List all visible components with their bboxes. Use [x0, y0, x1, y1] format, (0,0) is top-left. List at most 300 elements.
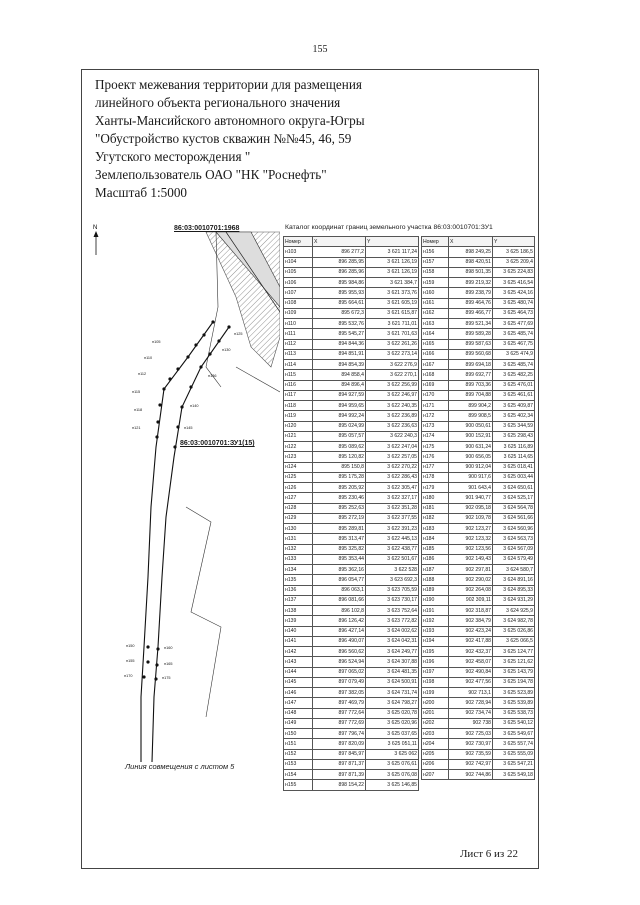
x-coordinate-cell: 897 772,69 [313, 718, 366, 728]
x-coordinate-cell: 896 524,94 [313, 657, 366, 667]
table-row [284, 431, 419, 441]
x-coordinate-cell: 896 285,96 [313, 267, 366, 277]
point-number-cell: н140 [284, 626, 313, 636]
point-number-cell: н157 [422, 257, 449, 267]
x-coordinate-cell: 902 123,32 [449, 534, 493, 544]
x-coordinate-cell: 898 501,35 [449, 267, 493, 277]
table-row [422, 298, 535, 308]
y-coordinate-cell: 3 624 564,78 [493, 503, 535, 513]
point-number-cell: н171 [422, 401, 449, 411]
y-coordinate-cell: 3 625 003,44 [493, 472, 535, 482]
y-coordinate-cell: 3 625 467,75 [493, 339, 535, 349]
x-coordinate-cell: 895 175,28 [313, 472, 366, 482]
title-line: линейного объекта регионального значения [95, 95, 341, 110]
table-row [284, 319, 419, 329]
point-number-cell: н116 [284, 380, 313, 390]
x-coordinate-cell: 895 362,16 [313, 565, 366, 575]
y-coordinate-cell: 3 625 344,59 [493, 421, 535, 431]
table-row [422, 442, 535, 452]
point-number-cell: н132 [284, 544, 313, 554]
y-coordinate-cell: 3 622 305,47 [366, 483, 419, 493]
coordinates-table-right [421, 236, 535, 780]
table-row [284, 339, 419, 349]
x-coordinate-cell: 897 079,49 [313, 677, 366, 687]
table-row [422, 431, 535, 441]
table-row [422, 770, 535, 780]
point-number-cell: н207 [422, 770, 449, 780]
x-coordinate-cell: 895 150,8 [313, 462, 366, 472]
point-number-cell: н119 [284, 411, 313, 421]
point-number-cell: н153 [284, 759, 313, 769]
y-coordinate-cell: 3 624 579,49 [493, 554, 535, 564]
x-coordinate-cell: 894 896,4 [313, 380, 366, 390]
y-coordinate-cell: 3 622 270,22 [366, 462, 419, 472]
x-coordinate-cell: 896 277,2 [313, 247, 366, 257]
table-row [284, 667, 419, 677]
x-coordinate-cell: 895 313,47 [313, 534, 366, 544]
table-row [284, 308, 419, 318]
y-coordinate-cell: 3 624 249,77 [366, 647, 419, 657]
column-header-x: X [449, 237, 493, 247]
point-number-cell: н109 [284, 308, 313, 318]
y-coordinate-cell: 3 625 402,34 [493, 411, 535, 421]
x-coordinate-cell: 902 149,43 [449, 554, 493, 564]
y-coordinate-cell: 3 623 730,17 [366, 595, 419, 605]
x-coordinate-cell: 896 126,42 [313, 616, 366, 626]
point-number-cell: н168 [422, 370, 449, 380]
table-row [422, 401, 535, 411]
table-row [284, 585, 419, 595]
title-line: Ханты-Мансийского автономного округа-Югры [95, 113, 365, 128]
point-number-cell: н147 [284, 698, 313, 708]
y-coordinate-cell: 3 625 474,9 [493, 349, 535, 359]
point-number-cell: н206 [422, 759, 449, 769]
x-coordinate-cell: 897 469,79 [313, 698, 366, 708]
x-coordinate-cell: 894 851,91 [313, 349, 366, 359]
point-number-cell: н164 [422, 329, 449, 339]
y-coordinate-cell: 3 622 391,23 [366, 524, 419, 534]
x-coordinate-cell: 902 742,97 [449, 759, 493, 769]
y-coordinate-cell: 3 622 501,67 [366, 554, 419, 564]
x-coordinate-cell: 896 490,07 [313, 636, 366, 646]
point-number-cell: н175 [422, 442, 449, 452]
y-coordinate-cell: 3 621 373,76 [366, 288, 419, 298]
x-coordinate-cell: 902 309,11 [449, 595, 493, 605]
catalog-title: Каталог координат границ земельного участка 86:03:0010701:ЗУ1 [285, 224, 493, 231]
table-row [422, 308, 535, 318]
point-number-cell: н190 [422, 595, 449, 605]
point-number-cell: н126 [284, 483, 313, 493]
table-row [422, 626, 535, 636]
y-coordinate-cell: 3 621 384,7 [366, 278, 419, 288]
y-coordinate-cell: 3 625 485,74 [493, 329, 535, 339]
y-coordinate-cell: 3 621 701,63 [366, 329, 419, 339]
y-coordinate-cell: 3 624 002,62 [366, 626, 419, 636]
point-label: н105 [152, 340, 161, 344]
x-coordinate-cell: 902 458,07 [449, 657, 493, 667]
y-coordinate-cell: 3 622 236,89 [366, 411, 419, 421]
x-coordinate-cell: 896 285,95 [313, 257, 366, 267]
point-number-cell: н136 [284, 585, 313, 595]
table-row [284, 544, 419, 554]
table-row [422, 595, 535, 605]
table-row [284, 329, 419, 339]
point-number-cell: н184 [422, 534, 449, 544]
y-coordinate-cell: 3 624 891,16 [493, 575, 535, 585]
point-number-cell: н124 [284, 462, 313, 472]
x-coordinate-cell: 899 704,88 [449, 390, 493, 400]
point-number-cell: н195 [422, 647, 449, 657]
column-header-y: Y [493, 237, 535, 247]
point-number-cell: н113 [284, 349, 313, 359]
y-coordinate-cell: 3 625 076,61 [366, 759, 419, 769]
point-number-cell: н106 [284, 278, 313, 288]
table-row [284, 626, 419, 636]
y-coordinate-cell: 3 624 525,17 [493, 493, 535, 503]
y-coordinate-cell: 3 625 018,41 [493, 462, 535, 472]
table-row [284, 575, 419, 585]
y-coordinate-cell: 3 622 276,9 [366, 360, 419, 370]
x-coordinate-cell: 899 560,68 [449, 349, 493, 359]
x-coordinate-cell: 901 940,77 [449, 493, 493, 503]
x-coordinate-cell: 902 417,88 [449, 636, 493, 646]
table-row [284, 411, 419, 421]
table-row [284, 483, 419, 493]
x-coordinate-cell: 896 560,62 [313, 647, 366, 657]
x-coordinate-cell: 895 672,3 [313, 308, 366, 318]
y-coordinate-cell: 3 625 461,61 [493, 390, 535, 400]
page-number: 155 [312, 44, 328, 55]
y-coordinate-cell: 3 624 561,66 [493, 513, 535, 523]
point-number-cell: н105 [284, 267, 313, 277]
y-coordinate-cell: 3 622 273,14 [366, 349, 419, 359]
table-row [422, 493, 535, 503]
point-number-cell: н196 [422, 657, 449, 667]
point-number-cell: н200 [422, 698, 449, 708]
y-coordinate-cell: 3 625 020,78 [366, 708, 419, 718]
point-number-cell: н131 [284, 534, 313, 544]
x-coordinate-cell: 899 703,36 [449, 380, 493, 390]
table-row [422, 708, 535, 718]
table-row [422, 606, 535, 616]
point-number-cell: н152 [284, 749, 313, 759]
x-coordinate-cell: 894 992,24 [313, 411, 366, 421]
point-number-cell: н173 [422, 421, 449, 431]
y-coordinate-cell: 3 625 121,62 [493, 657, 535, 667]
north-label: N [93, 225, 98, 231]
point-number-cell: н182 [422, 513, 449, 523]
point-number-cell: н110 [284, 319, 313, 329]
point-number-cell: н139 [284, 616, 313, 626]
table-row [284, 493, 419, 503]
point-label: н170 [124, 674, 133, 678]
table-row [284, 688, 419, 698]
table-row [422, 421, 535, 431]
y-coordinate-cell: 3 625 538,73 [493, 708, 535, 718]
y-coordinate-cell: 3 625 224,83 [493, 267, 535, 277]
table-row [284, 390, 419, 400]
y-coordinate-cell: 3 622 327,17 [366, 493, 419, 503]
point-number-cell: н151 [284, 739, 313, 749]
y-coordinate-cell: 3 625 076,08 [366, 770, 419, 780]
x-coordinate-cell: 897 871,39 [313, 770, 366, 780]
map-caption: Линия совмещения с листом 5 [125, 762, 235, 771]
y-coordinate-cell: 3 624 560,96 [493, 524, 535, 534]
title-line: "Обустройство кустов скважин №№45, 46, 59 [95, 131, 352, 146]
point-number-cell: н194 [422, 636, 449, 646]
point-number-cell: н104 [284, 257, 313, 267]
y-coordinate-cell: 3 625 485,74 [493, 360, 535, 370]
x-coordinate-cell: 902 713,1 [449, 688, 493, 698]
x-coordinate-cell: 902 318,87 [449, 606, 493, 616]
y-coordinate-cell: 3 625 037,65 [366, 729, 419, 739]
table-row [422, 349, 535, 359]
table-row [422, 503, 535, 513]
table-row [284, 770, 419, 780]
table-row [422, 411, 535, 421]
table-row [422, 524, 535, 534]
point-number-cell: н158 [422, 267, 449, 277]
point-number-cell: н156 [422, 247, 449, 257]
x-coordinate-cell: 899 904,2 [449, 401, 493, 411]
y-coordinate-cell: 3 622 240,3 [366, 431, 419, 441]
point-number-cell: н115 [284, 370, 313, 380]
y-coordinate-cell: 3 621 126,19 [366, 267, 419, 277]
point-number-cell: н166 [422, 349, 449, 359]
point-number-cell: н154 [284, 770, 313, 780]
table-row [422, 257, 535, 267]
y-coordinate-cell: 3 625 186,5 [493, 247, 535, 257]
y-coordinate-cell: 3 625 416,54 [493, 278, 535, 288]
x-coordinate-cell: 902 264,08 [449, 585, 493, 595]
x-coordinate-cell: 895 325,82 [313, 544, 366, 554]
y-coordinate-cell: 3 625 549,67 [493, 729, 535, 739]
point-label: н145 [184, 426, 193, 430]
table-row [284, 349, 419, 359]
point-number-cell: н125 [284, 472, 313, 482]
point-number-cell: н111 [284, 329, 313, 339]
table-row [284, 524, 419, 534]
y-coordinate-cell: 3 624 650,61 [493, 483, 535, 493]
point-number-cell: н185 [422, 544, 449, 554]
y-coordinate-cell: 3 624 982,78 [493, 616, 535, 626]
point-number-cell: н163 [422, 319, 449, 329]
x-coordinate-cell: 899 219,32 [449, 278, 493, 288]
point-number-cell: н133 [284, 554, 313, 564]
table-row [284, 708, 419, 718]
x-coordinate-cell: 895 120,82 [313, 452, 366, 462]
table-row [284, 718, 419, 728]
point-label: н121 [132, 426, 141, 430]
point-number-cell: н202 [422, 718, 449, 728]
table-row [422, 267, 535, 277]
point-number-cell: н112 [284, 339, 313, 349]
y-coordinate-cell: 3 622 247,04 [366, 442, 419, 452]
y-coordinate-cell: 3 625 549,18 [493, 770, 535, 780]
point-label: н160 [164, 646, 173, 650]
point-number-cell: н169 [422, 380, 449, 390]
y-coordinate-cell: 3 622 438,77 [366, 544, 419, 554]
table-row [284, 616, 419, 626]
point-number-cell: н193 [422, 626, 449, 636]
point-number-cell: н134 [284, 565, 313, 575]
y-coordinate-cell: 3 624 798,27 [366, 698, 419, 708]
table-row [284, 472, 419, 482]
table-row [422, 718, 535, 728]
point-number-cell: н159 [422, 278, 449, 288]
x-coordinate-cell: 902 297,81 [449, 565, 493, 575]
x-coordinate-cell: 902 109,78 [449, 513, 493, 523]
table-row [284, 698, 419, 708]
point-number-cell: н123 [284, 452, 313, 462]
table-row [284, 636, 419, 646]
x-coordinate-cell: 898 249,25 [449, 247, 493, 257]
x-coordinate-cell: 900 050,61 [449, 421, 493, 431]
point-number-cell: н144 [284, 667, 313, 677]
x-coordinate-cell: 895 289,81 [313, 524, 366, 534]
point-number-cell: н174 [422, 431, 449, 441]
y-coordinate-cell: 3 625 424,16 [493, 288, 535, 298]
x-coordinate-cell: 896 081,66 [313, 595, 366, 605]
point-number-cell: н127 [284, 493, 313, 503]
y-coordinate-cell: 3 625 476,01 [493, 380, 535, 390]
x-coordinate-cell: 902 432,37 [449, 647, 493, 657]
x-coordinate-cell: 902 728,94 [449, 698, 493, 708]
y-coordinate-cell: 3 625 539,89 [493, 698, 535, 708]
x-coordinate-cell: 902 477,56 [449, 677, 493, 687]
north-arrow-icon [94, 231, 99, 255]
x-coordinate-cell: 902 738 [449, 718, 493, 728]
point-number-cell: н189 [422, 585, 449, 595]
table-row [284, 278, 419, 288]
table-row [422, 739, 535, 749]
y-coordinate-cell: 3 625 523,89 [493, 688, 535, 698]
y-coordinate-cell: 3 623 752,64 [366, 606, 419, 616]
y-coordinate-cell: 3 625 146,85 [366, 780, 419, 790]
x-coordinate-cell: 895 984,86 [313, 278, 366, 288]
table-row [422, 667, 535, 677]
point-number-cell: н170 [422, 390, 449, 400]
table-row [284, 421, 419, 431]
table-row [284, 606, 419, 616]
x-coordinate-cell: 895 272,19 [313, 513, 366, 523]
table-row [422, 247, 535, 257]
point-number-cell: н178 [422, 472, 449, 482]
y-coordinate-cell: 3 625 409,87 [493, 401, 535, 411]
table-row [422, 513, 535, 523]
y-coordinate-cell: 3 624 580,7 [493, 565, 535, 575]
y-coordinate-cell: 3 624 042,31 [366, 636, 419, 646]
x-coordinate-cell: 902 384,79 [449, 616, 493, 626]
table-row [422, 554, 535, 564]
title-line: Угутского месторождения " [95, 149, 251, 164]
cadastral-label-top: 86:03:0010701:1968 [174, 225, 240, 232]
table-row [284, 657, 419, 667]
column-header-number: Номер [284, 237, 313, 247]
table-row [284, 380, 419, 390]
table-row [284, 462, 419, 472]
y-coordinate-cell: 3 622 240,35 [366, 401, 419, 411]
table-row [284, 288, 419, 298]
point-number-cell: н199 [422, 688, 449, 698]
table-row [422, 360, 535, 370]
x-coordinate-cell: 899 521,34 [449, 319, 493, 329]
point-number-cell: н188 [422, 575, 449, 585]
table-row [284, 595, 419, 605]
point-number-cell: н145 [284, 677, 313, 687]
table-row [422, 462, 535, 472]
point-number-cell: н155 [284, 780, 313, 790]
y-coordinate-cell: 3 622 351,28 [366, 503, 419, 513]
table-row [284, 370, 419, 380]
y-coordinate-cell: 3 622 270,1 [366, 370, 419, 380]
table-row [422, 657, 535, 667]
table-row [422, 688, 535, 698]
y-coordinate-cell: 3 621 605,19 [366, 298, 419, 308]
x-coordinate-cell: 894 844,36 [313, 339, 366, 349]
x-coordinate-cell: 899 587,63 [449, 339, 493, 349]
x-coordinate-cell: 897 820,09 [313, 739, 366, 749]
y-coordinate-cell: 3 622 377,55 [366, 513, 419, 523]
drawing-sheet [81, 69, 539, 869]
x-coordinate-cell: 902 123,27 [449, 524, 493, 534]
table-row [422, 278, 535, 288]
x-coordinate-cell: 902 490,84 [449, 667, 493, 677]
y-coordinate-cell: 3 624 307,88 [366, 657, 419, 667]
y-coordinate-cell: 3 623 692,3 [366, 575, 419, 585]
point-number-cell: н150 [284, 729, 313, 739]
y-coordinate-cell: 3 625 116,89 [493, 442, 535, 452]
point-number-cell: н130 [284, 524, 313, 534]
y-coordinate-cell: 3 624 500,91 [366, 677, 419, 687]
point-label: н125 [234, 332, 243, 336]
y-coordinate-cell: 3 622 256,99 [366, 380, 419, 390]
point-number-cell: н142 [284, 647, 313, 657]
x-coordinate-cell: 897 772,64 [313, 708, 366, 718]
y-coordinate-cell: 3 625 124,77 [493, 647, 535, 657]
y-coordinate-cell: 3 622 445,13 [366, 534, 419, 544]
x-coordinate-cell: 899 692,77 [449, 370, 493, 380]
point-number-cell: н172 [422, 411, 449, 421]
table-row [284, 442, 419, 452]
boundary-line-left [141, 322, 213, 762]
x-coordinate-cell: 894 858,4 [313, 370, 366, 380]
table-row [422, 749, 535, 759]
point-label: н115 [132, 390, 141, 394]
x-coordinate-cell: 896 427,14 [313, 626, 366, 636]
table-row [284, 360, 419, 370]
y-coordinate-cell: 3 625 540,12 [493, 718, 535, 728]
x-coordinate-cell: 897 845,97 [313, 749, 366, 759]
table-row [422, 380, 535, 390]
point-number-cell: н191 [422, 606, 449, 616]
point-number-cell: н128 [284, 503, 313, 513]
table-row [422, 319, 535, 329]
point-number-cell: н108 [284, 298, 313, 308]
point-number-cell: н137 [284, 595, 313, 605]
y-coordinate-cell: 3 621 117,24 [366, 247, 419, 257]
table-row [422, 575, 535, 585]
x-coordinate-cell: 894 959,65 [313, 401, 366, 411]
table-row [284, 749, 419, 759]
point-number-cell: н162 [422, 308, 449, 318]
y-coordinate-cell: 3 622 286,43 [366, 472, 419, 482]
table-row [422, 698, 535, 708]
table-row [422, 636, 535, 646]
table-row [422, 329, 535, 339]
y-coordinate-cell: 3 625 066,5 [493, 636, 535, 646]
cadastral-label-mid: 86:03:0010701:ЗУ1(15) [180, 440, 255, 447]
